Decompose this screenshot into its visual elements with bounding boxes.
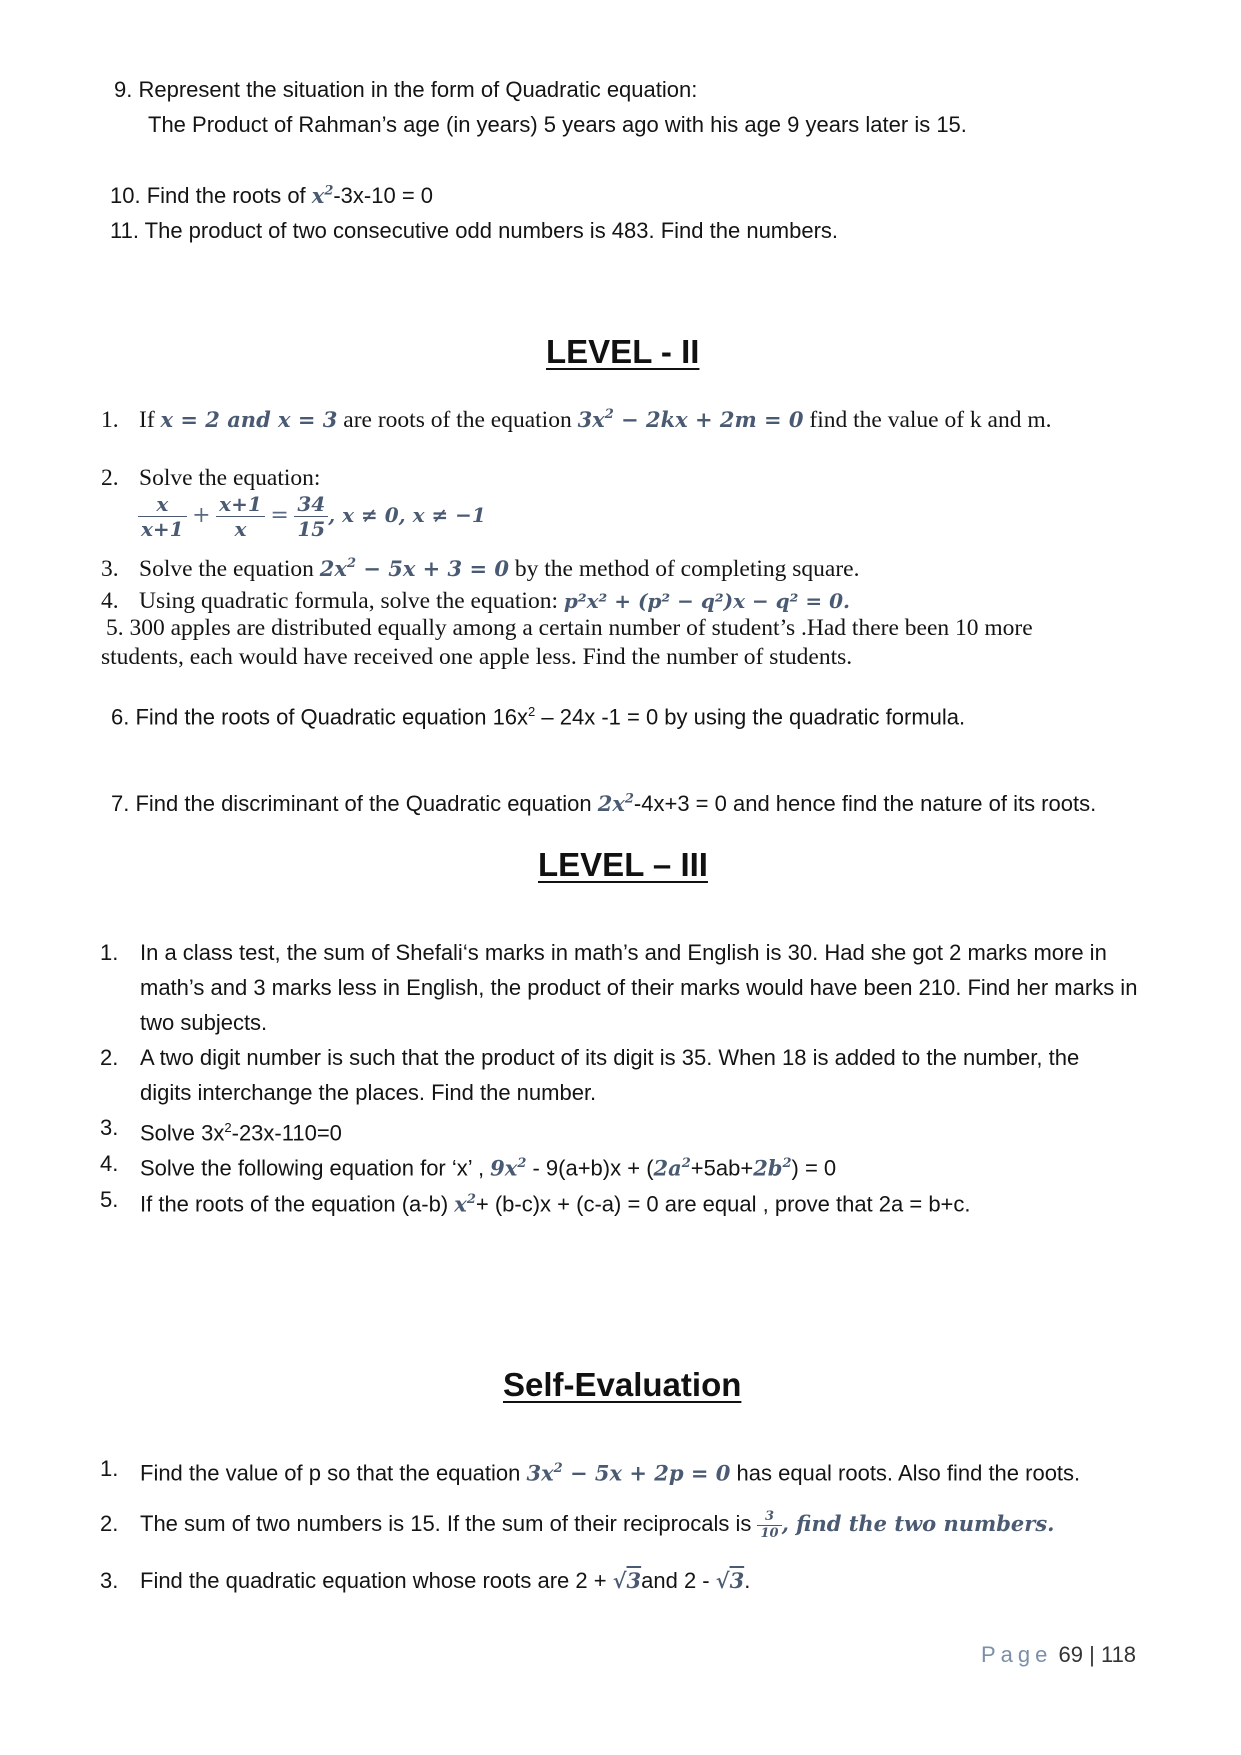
fraction-2 xyxy=(216,492,265,541)
self-question-3 xyxy=(100,1563,1190,1598)
item-number: 3. xyxy=(100,1115,119,1140)
level2-question-2 xyxy=(101,465,320,492)
math-expression: 2x xyxy=(597,791,625,816)
text: -4x+3 = 0 and hence find the nature of its roots. xyxy=(633,791,1097,816)
text: . xyxy=(744,1568,751,1593)
level2-question-7 xyxy=(111,791,1096,817)
text-line xyxy=(140,1451,1190,1490)
math-expression: 2a xyxy=(653,1155,682,1181)
item-number: 3. xyxy=(100,1568,119,1593)
text: Using quadratic formula, solve the equation: xyxy=(139,588,564,614)
text: If the roots of the equation (a-b) xyxy=(140,1191,455,1217)
text: If xyxy=(139,407,161,433)
question-10 xyxy=(110,183,433,209)
text: +5ab+ xyxy=(690,1155,754,1181)
level2-question-1 xyxy=(101,407,1052,434)
condition: , x ≠ 0, x ≠ −1 xyxy=(328,502,486,527)
text: Find the value of p so that the equation xyxy=(140,1460,527,1486)
text: Solve 3x xyxy=(140,1120,225,1146)
item-number: 5. xyxy=(100,1187,119,1212)
math-expression: 2x xyxy=(319,556,347,581)
level2-question-3 xyxy=(101,556,859,583)
question-9-line2: The Product of Rahman’s age (in years) 5 years ago with his age 9 years later is 15. xyxy=(148,112,967,137)
text-line: two subjects. xyxy=(140,1010,268,1035)
plus-sign: + xyxy=(192,502,211,528)
superscript: 2 xyxy=(346,556,356,572)
text: Find the quadratic equation whose roots are 2 + xyxy=(140,1568,613,1593)
page-number: 69 xyxy=(1058,1642,1083,1667)
level3-question-2 xyxy=(100,1040,1190,1110)
reciprocal-fraction xyxy=(757,1509,781,1542)
text-line: digits interchange the places. Find the number. xyxy=(140,1080,597,1105)
level2-question-5-line1: 5. 300 apples are distributed equally among a certain number of student’s .Had there been 10 more xyxy=(106,615,1033,641)
superscript: 2 xyxy=(782,1156,792,1171)
text: Solve the equation xyxy=(139,556,320,582)
text: by the method of completing square. xyxy=(509,556,860,582)
equals-sign: = xyxy=(270,502,289,528)
item-number: 2. xyxy=(100,1045,119,1070)
separator: | xyxy=(1089,1642,1095,1667)
superscript: 2 xyxy=(324,183,334,199)
text: - 9(a+b)x + ( xyxy=(526,1155,654,1181)
text: Solve the following equation for ‘x’ , xyxy=(140,1155,491,1181)
math-expression: 9x xyxy=(490,1155,518,1181)
math-expression: − 5x + 2p = 0 xyxy=(562,1460,731,1486)
text-line: math’s and 3 marks less in English, the product of their marks would have been 210. Find her marks in xyxy=(140,975,1138,1000)
text: find the value of k and m. xyxy=(803,407,1052,433)
text-line xyxy=(140,1110,1190,1150)
text: 7. Find the discriminant of the Quadratic equation xyxy=(111,791,598,816)
level2-question-4 xyxy=(101,588,850,615)
math-expression: 3x xyxy=(577,407,605,432)
superscript: 2 xyxy=(553,1461,563,1476)
level-2-heading: LEVEL - II xyxy=(546,333,700,370)
self-evaluation-heading: Self-Evaluation xyxy=(503,1366,742,1403)
item-number: 2. xyxy=(100,1511,119,1536)
superscript: 2 xyxy=(517,1156,527,1171)
text-line xyxy=(140,1146,1190,1185)
math-expression: − 2kx + 2m = 0 xyxy=(613,407,804,432)
page-label: Page xyxy=(981,1642,1053,1667)
text: + (b-c)x + (c-a) = 0 are equal , prove that 2a = b+c. xyxy=(475,1191,971,1217)
math-expression: x xyxy=(454,1191,467,1217)
math-expression: p²x² + (p² − q²)x − q² = 0. xyxy=(563,589,850,613)
text-line xyxy=(140,1506,1190,1542)
level-3-heading: LEVEL – III xyxy=(538,846,708,883)
question-9-line1: 9. Represent the situation in the form of Quadratic equation: xyxy=(114,77,698,102)
text: and 2 - xyxy=(641,1568,716,1593)
item-number: 1. xyxy=(100,940,119,965)
fraction-equation xyxy=(138,492,486,541)
level3-question-1 xyxy=(100,935,1190,1040)
math-expression: − 5x + 3 = 0 xyxy=(355,556,509,581)
text-line: In a class test, the sum of Shefali‘s marks in math’s and English is 30. Had she got 2 marks more in xyxy=(140,940,1107,965)
radicand: 3 xyxy=(626,1568,642,1593)
self-question-2 xyxy=(100,1506,1190,1542)
question-10-rest: -3x-10 = 0 xyxy=(333,183,434,208)
math-expression: x = 2 and x = 3 xyxy=(160,407,338,432)
self-question-1 xyxy=(100,1451,1190,1490)
numerator: 3 xyxy=(757,1509,781,1526)
fraction-1 xyxy=(138,492,187,541)
numerator: x xyxy=(138,492,187,517)
superscript: 2 xyxy=(681,1156,691,1171)
math-expression: 2b xyxy=(753,1155,783,1181)
denominator: 10 xyxy=(760,1525,779,1541)
numerator: 34 xyxy=(294,492,328,517)
total-pages: 118 xyxy=(1100,1642,1137,1667)
text: ) = 0 xyxy=(791,1155,837,1181)
level2-question-6 xyxy=(111,704,965,730)
text-line xyxy=(140,1182,1190,1221)
text: – 24x -1 = 0 by using the quadratic formula. xyxy=(535,704,966,730)
text: -23x-110=0 xyxy=(231,1120,342,1146)
superscript: 2 xyxy=(528,704,536,719)
denominator: 15 xyxy=(297,517,326,541)
sqrt-3: √3 xyxy=(612,1568,642,1593)
sqrt-3: √3 xyxy=(715,1568,745,1593)
denominator: x+1 xyxy=(141,517,184,541)
denominator: x xyxy=(234,517,247,541)
numerator: x+1 xyxy=(216,492,265,517)
level3-question-5 xyxy=(100,1182,1190,1221)
item-number: 1. xyxy=(100,1456,119,1481)
fraction-3 xyxy=(294,492,328,541)
text: 6. Find the roots of Quadratic equation 16x xyxy=(111,704,529,730)
question-11: 11. The product of two consecutive odd numbers is 483. Find the numbers. xyxy=(110,218,839,243)
superscript: 2 xyxy=(604,407,614,423)
item-number: 1. xyxy=(101,407,119,433)
level3-question-3 xyxy=(100,1110,1190,1150)
superscript: 2 xyxy=(466,1192,476,1207)
text: Solve the equation: xyxy=(139,465,321,491)
text: are roots of the equation xyxy=(337,407,578,433)
item-number: 3. xyxy=(101,556,119,582)
item-number: 4. xyxy=(100,1151,119,1176)
math-text: , find the two numbers. xyxy=(781,1511,1055,1536)
superscript: 2 xyxy=(224,1120,232,1135)
level2-question-5-line2: students, each would have received one apple less. Find the number of students. xyxy=(101,644,853,670)
text-line: A two digit number is such that the product of its digit is 35. When 18 is added to the number, the xyxy=(140,1045,1080,1070)
superscript: 2 xyxy=(624,791,634,807)
radicand: 3 xyxy=(729,1568,745,1593)
math-x: x xyxy=(311,183,325,208)
item-number: 2. xyxy=(101,465,119,491)
question-10-text: 10. Find the roots of xyxy=(110,183,312,208)
text: The sum of two numbers is 15. If the sum of their reciprocals is xyxy=(140,1511,758,1536)
text-line xyxy=(140,1563,1190,1598)
level3-question-4 xyxy=(100,1146,1190,1185)
math-expression: 3x xyxy=(526,1460,554,1486)
item-number: 4. xyxy=(101,588,119,614)
text: has equal roots. Also find the roots. xyxy=(730,1460,1081,1486)
page-footer xyxy=(981,1642,1136,1668)
